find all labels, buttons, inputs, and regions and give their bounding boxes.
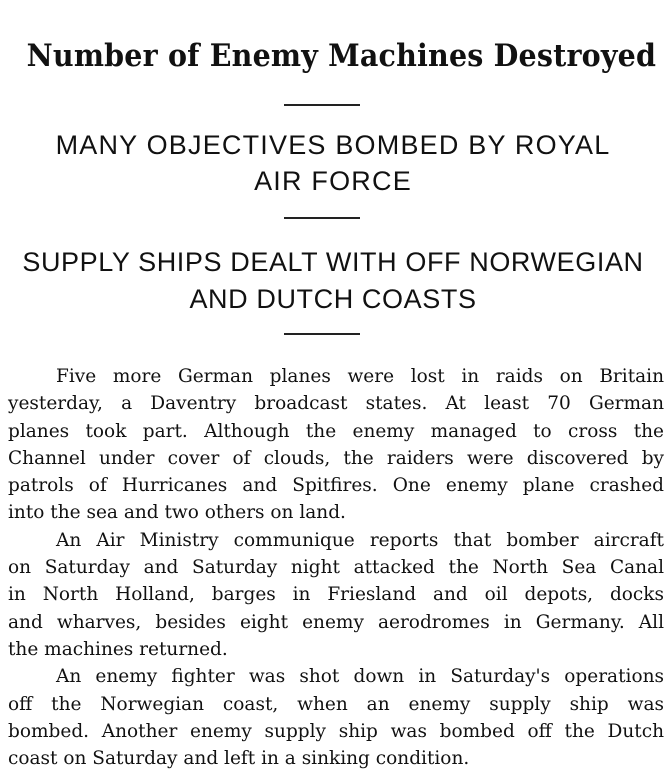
body-line: An Air Ministry communique reports that bomber aircraft (56, 529, 664, 551)
divider-rule (284, 104, 360, 106)
body-line: on Saturday and Saturday night attacked the North Sea Canal (8, 557, 664, 579)
subheadline-2-line-2: AND DUTCH COASTS (189, 284, 477, 314)
article-body (0, 363, 666, 772)
body-line: patrols of Hurricanes and Spitfires. One enemy plane crashed (8, 475, 664, 497)
subheadline-2-line-1: SUPPLY SHIPS DEALT WITH OFF NORWEGIAN (22, 247, 644, 277)
body-line: Channel under cover of clouds, the raiders were discovered by (8, 447, 664, 469)
subheadline-1-line-1: MANY OBJECTIVES BOMBED BY ROYAL (55, 130, 611, 160)
headline: Number of Enemy Machines Destroyed (26, 38, 657, 74)
subheadline-1-line-2: AIR FORCE (254, 166, 412, 196)
body-line: the machines returned. (8, 638, 228, 660)
body-line: into the sea and two others on land. (8, 502, 346, 524)
divider-rule (284, 217, 360, 219)
body-line: Five more German planes were lost in raids on Britain (56, 366, 664, 387)
body-line: in North Holland, barges in Friesland and oil depots, docks (8, 584, 664, 606)
body-line: and wharves, besides eight enemy aerodromes in Germany. All (8, 611, 664, 633)
divider-rule (284, 333, 360, 335)
body-line: planes took part. Although the enemy managed to cross the (8, 420, 664, 442)
body-line: off the Norwegian coast, when an enemy supply ship was (8, 693, 664, 715)
body-line: An enemy fighter was shot down in Saturday's operations (56, 666, 664, 688)
body-line: yesterday, a Daventry broadcast states. At least 70 German (8, 393, 664, 415)
body-line: bombed. Another enemy supply ship was bombed off the Dutch (8, 720, 664, 742)
body-line: coast on Saturday and left in a sinking condition. (8, 748, 470, 770)
